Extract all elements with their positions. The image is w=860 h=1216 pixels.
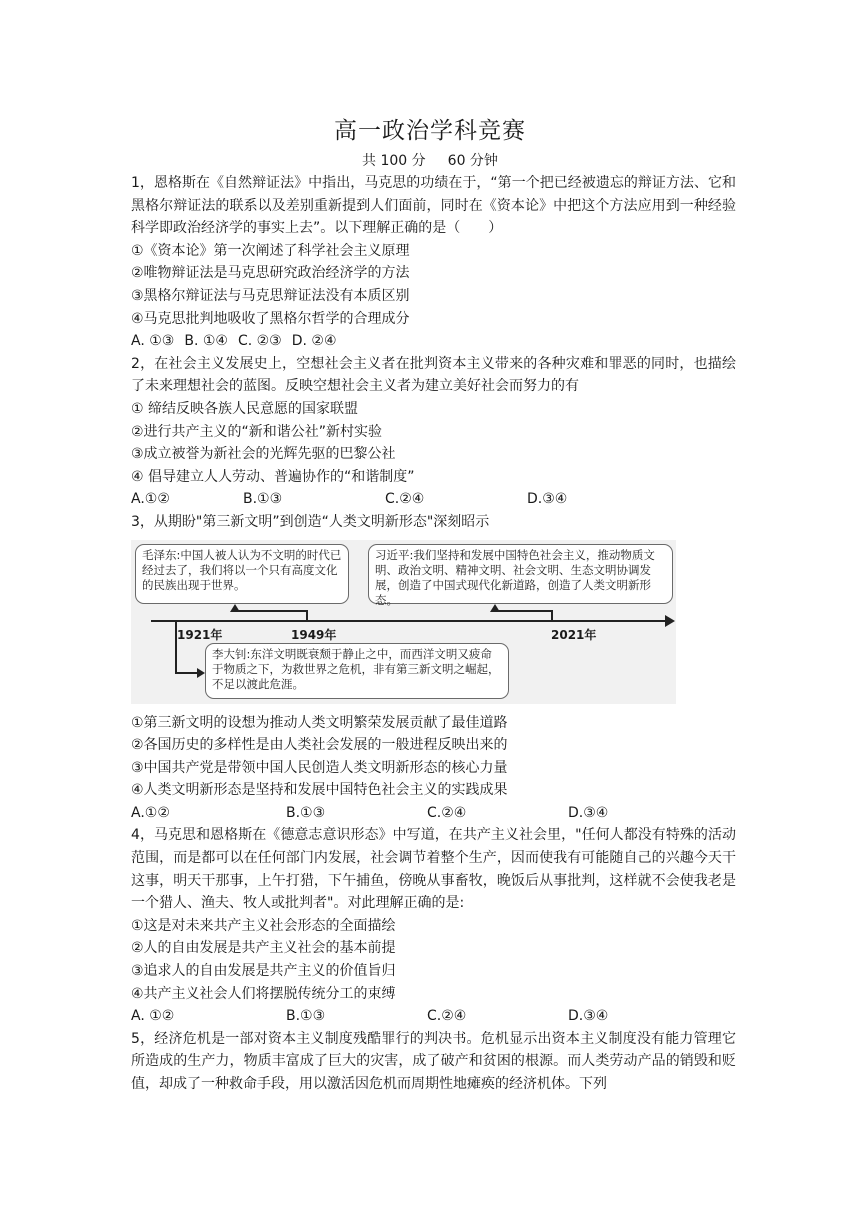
q1-item-1: ①《资本论》第一次阐述了科学社会主义原理 [131, 242, 410, 259]
q1-option-a: A. ①③ [131, 333, 175, 350]
q1-item-4: ④马克思批判地吸收了黑格尔哲学的合理成分 [131, 310, 410, 327]
q3-item-1: ①第三新文明的设想为推动人类文明繁荣发展贡献了最佳道路 [131, 714, 508, 731]
q3-option-b: B.①③ [286, 804, 326, 821]
q1-item-2: ②唯物辩证法是马克思研究政治经济学的方法 [131, 265, 410, 282]
exam-content [131, 172, 736, 1096]
connector-xi-h [495, 610, 553, 612]
q3-option-d: D.③④ [568, 804, 609, 821]
arrow-right-icon [197, 668, 205, 678]
xi-quote-box: 习近平:我们坚持和发展中国特色社会主义，推动物质文明、政治文明、精神文明、社会文明、生态文明协调发展，创造了中国式现代化新道路，创造了人类文明新形态。 [368, 544, 673, 604]
year-2021: 2021年 [551, 627, 597, 642]
q2-option-d: D.③④ [527, 491, 568, 508]
q2-option-b: B.①③ [243, 491, 283, 508]
exam-subtitle [0, 150, 860, 170]
q3-option-c: C.②④ [427, 804, 467, 821]
q2-item-2: ②进行共产主义的“新和谐公社”新村实验 [131, 423, 383, 440]
exam-title: 高一政治学科竞赛 [334, 118, 526, 144]
q2-item-1: ① 缔结反映各族人民意愿的国家联盟 [131, 400, 359, 417]
arrow-up-icon [230, 604, 240, 612]
q1-options [131, 330, 736, 353]
timeline-arrow-icon [665, 615, 675, 627]
q3-item-2: ②各国历史的多样性是由人类社会发展的一般进程反映出来的 [131, 737, 508, 754]
timeline-figure [131, 540, 676, 704]
q4-option-d: D.③④ [568, 1008, 609, 1025]
total-score: 共 100 分 [362, 153, 426, 169]
q3-item-3: ③中国共产党是带领中国人民创造人类文明新形态的核心力量 [131, 759, 508, 776]
question-3-stem: 3，从期盼"第三新文明”到创造“人类文明新形态"深刻昭示 [131, 513, 490, 530]
time-limit: 60 分钟 [447, 153, 498, 169]
question-1-stem: 1，恩格斯在《自然辩证法》中指出，马克思的功绩在于，“第一个把已经被遗忘的辩证方法、它和黑格尔辩证法的联系以及差别重新提到人们面前，同时在《资本论》中把这个方法应用到一种经验科学即政治经济学的事实上去”。以下理解正确的是（ ） [131, 175, 736, 237]
connector-li-h [175, 672, 199, 674]
li-quote-box: 李大钊:东洋文明既衰颓于静止之中，而西洋文明又疲命于物质之下，为救世界之危机，非有第三新文明之崛起，不足以渡此危涯。 [205, 643, 509, 699]
timeline-axis [151, 620, 669, 622]
q4-option-a: A. ①② [131, 1008, 175, 1025]
q1-option-d: D. ②④ [291, 333, 337, 350]
q4-option-b: B.①③ [286, 1008, 326, 1025]
q2-option-c: C.②④ [385, 491, 425, 508]
question-4-stem: 4，马克思和恩格斯在《德意志意识形态》中写道，在共产主义社会里，"任何人都没有特殊的活动范围，而是都可以在任何部门内发展，社会调节着整个生产，因而使我有可能随自己的兴趣今天干这事，明天干那事，上午打猎，下午捕鱼，傍晚从事畜牧，晚饭后从事批判，这样就不会使我老是一个猎人、渔夫、牧人或批判者"。对此理解正确的是: [131, 827, 736, 912]
q1-option-b: B. ①④ [184, 333, 228, 350]
year-1949: 1949年 [291, 627, 337, 642]
q2-option-a: A.①② [131, 491, 170, 508]
arrow-up-icon [490, 604, 500, 612]
q2-options [131, 488, 736, 511]
question-2-stem: 2，在社会主义发展史上，空想社会主义者在批判资本主义带来的各种灾难和罪恶的同时，也描绘了未来理想社会的蓝图。反映空想社会主义者为建立美好社会而努力的有 [131, 355, 736, 395]
q4-item-4: ④共产主义社会人们将摆脱传统分工的束缚 [131, 985, 396, 1002]
q4-item-3: ③追求人的自由发展是共产主义的价值旨归 [131, 963, 396, 980]
q2-item-4: ④ 倡导建立人人劳动、普遍协作的“和谐制度” [131, 468, 415, 485]
connector-mao-h [235, 610, 308, 612]
q1-option-c: C. ②③ [237, 333, 282, 350]
q4-item-2: ②人的自由发展是共产主义社会的基本前提 [131, 940, 396, 957]
q3-option-a: A.①② [131, 804, 170, 821]
q3-item-4: ④人类文明新形态是坚持和发展中国特色社会主义的实践成果 [131, 782, 508, 799]
question-5-stem: 5，经济危机是一部对资本主义制度残酷罪行的判决书。危机显示出资本主义制度没有能力管理它所造成的生产力，物质丰富成了巨大的灾害，成了破产和贫困的根源。而人类劳动产品的销毁和贬值，却成了一种救命手段，用以激活因危机而周期性地瘫痪的经济机体。下列 [131, 1030, 736, 1092]
q4-item-1: ①这是对未来共产主义社会形态的全面描绘 [131, 917, 396, 934]
q3-options [131, 802, 736, 825]
q4-option-c: C.②④ [427, 1008, 467, 1025]
year-1921: 1921年 [177, 627, 223, 642]
q4-options [131, 1005, 736, 1028]
mao-quote-box: 毛泽东:中国人被人认为不文明的时代已经过去了，我们将以一个只有高度文化的民族出现于世界。 [135, 544, 349, 604]
q1-item-3: ③黑格尔辩证法与马克思辩证法没有本质区别 [131, 287, 410, 304]
q2-item-3: ③成立被誉为新社会的光辉先驱的巴黎公社 [131, 446, 396, 463]
